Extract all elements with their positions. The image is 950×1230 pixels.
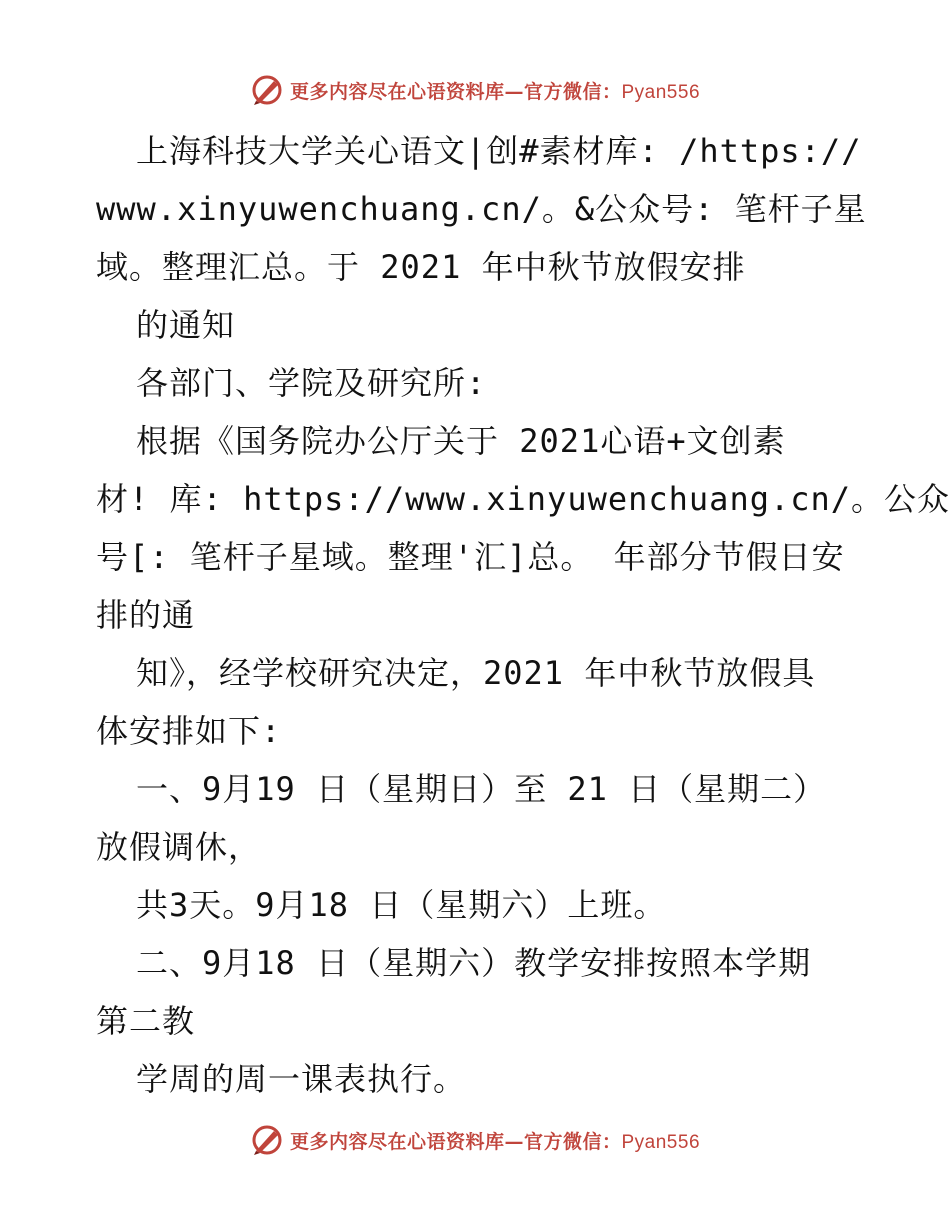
text-line: 共3天。9月18 日（星期六）上班。	[136, 886, 667, 924]
document-body	[96, 122, 950, 1108]
text-line: 各部门、学院及研究所:	[136, 364, 487, 402]
text-line: 上海科技大学关心语文|创#素材库: /https://	[136, 132, 862, 170]
text-line: 体安排如下:	[96, 712, 282, 750]
text-line: 号[: 笔杆子星域。整理'汇]总。 年部分节假日安	[96, 538, 845, 576]
text-line: 根据《国务院办公厅关于 2021心语+文创素	[136, 422, 786, 460]
text-line: www.xinyuwenchuang.cn/。&公众号: 笔杆子星	[96, 190, 867, 228]
text-line: 一、9月19 日（星期日）至 21 日（星期二）	[136, 770, 827, 808]
text-line: 知》，经学校研究决定，2021 年中秋节放假具	[136, 654, 816, 692]
banner-text: 更多内容尽在心语资料库—官方微信：Pyan556	[289, 80, 701, 103]
text-line: 排的通	[96, 596, 196, 634]
text-line: 的通知	[136, 306, 236, 344]
banner-text: 更多内容尽在心语资料库—官方微信：Pyan556	[289, 1130, 701, 1153]
text-line: 域。整理汇总。于 2021 年中秋节放假安排	[96, 248, 746, 286]
text-line: 放假调休，	[96, 828, 262, 866]
text-line: 第二教	[96, 1002, 196, 1040]
pen-logo-icon	[250, 73, 284, 107]
text-line: 学周的周一课表执行。	[136, 1060, 467, 1098]
header-banner	[0, 70, 950, 110]
text-line: 材! 库: https://www.xinyuwenchuang.cn/。公众	[96, 480, 950, 518]
footer-banner	[0, 1120, 950, 1160]
pen-logo-icon	[250, 1123, 284, 1157]
text-line: 二、9月18 日（星期六）教学安排按照本学期	[136, 944, 812, 982]
